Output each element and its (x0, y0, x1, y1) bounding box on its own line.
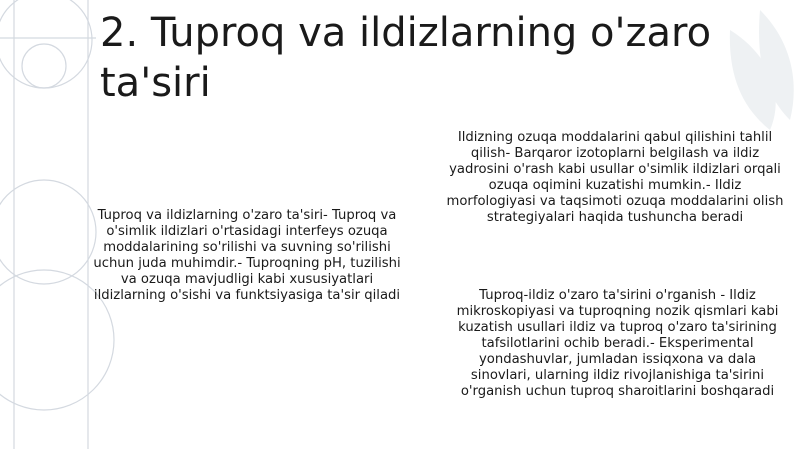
paragraph-nutrient-uptake-analysis: Ildizning ozuqa moddalarini qabul qilishini tahlil qilish- Barqaror izotoplarni belgilash va ildiz yadrosini o'rash kabi usullar o'simlik ildizlari orqali ozuqa oqimini kuzatishi mumkin.- Ildiz morfologiyasi va taqsimoti ozuqa moddalarini olish strategiyalari haqida tushuncha beradi (446, 130, 784, 225)
paragraph-soil-root-study: Tuproq-ildiz o'zaro ta'sirini o'rganish - Ildiz mikroskopiyasi va tuproqning nozik qismlari kabi kuzatish usullari ildiz va tuproq o'zaro ta'sirining tafsilotlarini ochib beradi.- Eksperimental yondashuvlar, jumladan issiqxona va dala sinovlari, ularning ildiz rivojlanishiga ta'sirini o'rganish uchun tuproq sharoitlarini boshqaradi (456, 288, 779, 399)
slide-title: 2. Tuproq va ildizlarning o'zaro ta'siri (100, 10, 712, 106)
paragraph-soil-root-interaction: Tuproq va ildizlarning o'zaro ta'siri- Tuproq va o'simlik ildizlari o'rtasidagi interfeys ozuqa moddalarining so'rilishi va suvning so'rilishi uchun juda muhimdir.- Tuproqning pH, tuzilishi va ozuqa mavjudligi kabi xususiyatlari ildizlarning o'sishi va funktsiyasiga ta'sir qiladi (93, 208, 401, 303)
decor-circle-small (22, 44, 66, 88)
